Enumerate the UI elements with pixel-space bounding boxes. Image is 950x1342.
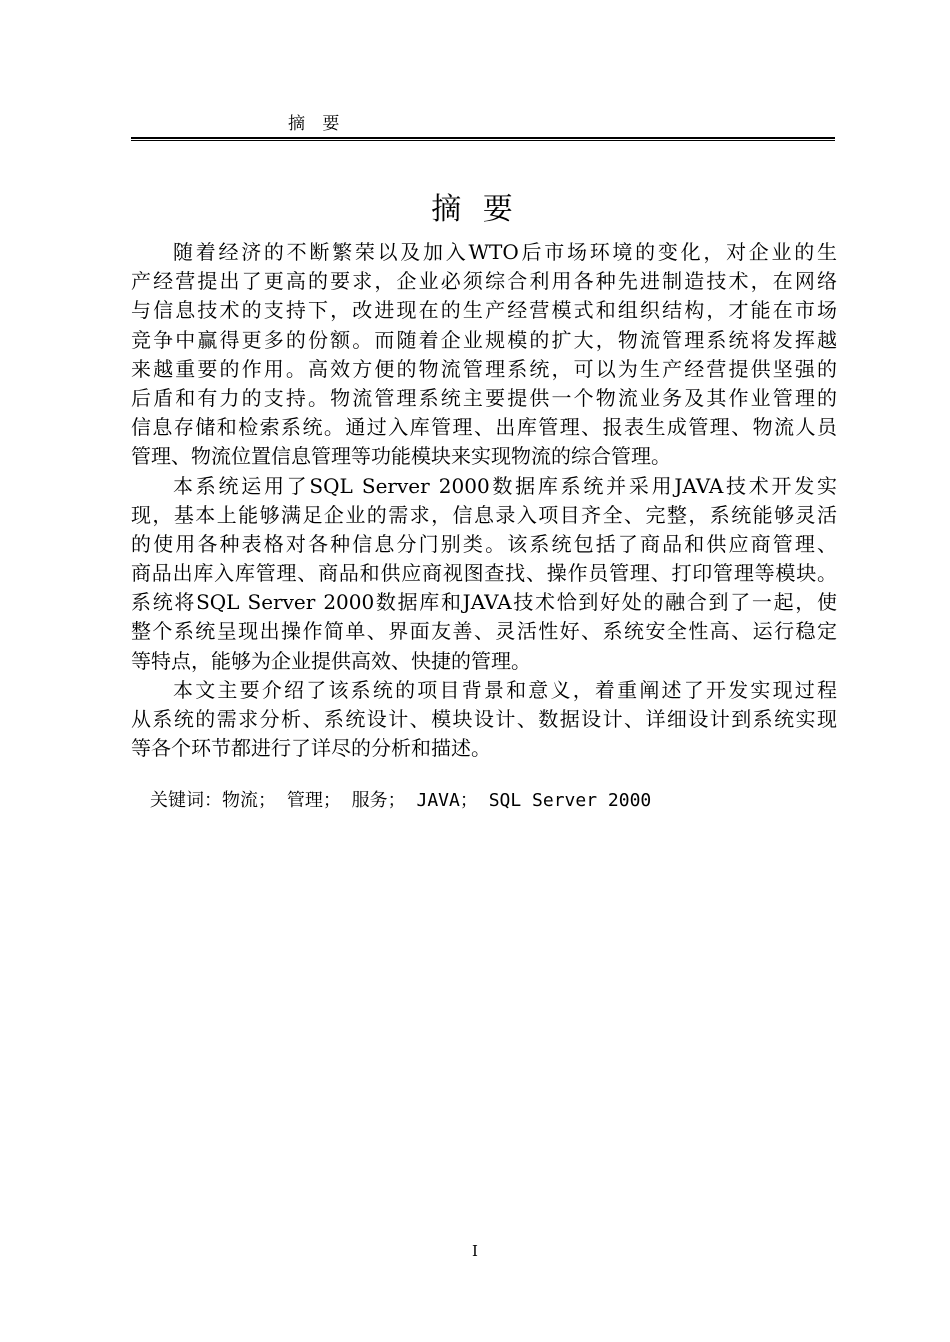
text-line: 信息存储和检索系统。通过入库管理、出库管理、报表生成管理、物流人员 xyxy=(131,415,837,440)
text-line: 等各个环节都进行了详尽的分析和描述。 xyxy=(131,736,491,761)
running-header: 摘 要 xyxy=(288,114,346,134)
text-line: 产经营提出了更高的要求，企业必须综合利用各种先进制造技术，在网络 xyxy=(131,269,837,294)
text-line: 的使用各种表格对各种信息分门别类。该系统包括了商品和供应商管理、 xyxy=(131,531,837,556)
text-line: 系统将SQL Server 2000数据库和JAVA技术恰到好处的融合到了一起，使 xyxy=(131,590,837,615)
abstract-body xyxy=(131,238,837,763)
keywords-line: 关键词：物流； 管理； 服务； JAVA； SQL Server 2000 xyxy=(150,790,652,811)
text-line: 本文主要介绍了该系统的项目背景和意义，着重阐述了开发实现过程 xyxy=(173,677,837,702)
text-line: 来越重要的作用。高效方便的物流管理系统，可以为生产经营提供坚强的 xyxy=(131,356,837,381)
page-title: 摘 要 xyxy=(431,192,519,227)
text-line: 现，基本上能够满足企业的需求，信息录入项目齐全、完整，系统能够灵活 xyxy=(131,502,837,527)
text-line: 随着经济的不断繁荣以及加入WTO后市场环境的变化，对企业的生 xyxy=(173,240,837,264)
text-line: 后盾和有力的支持。物流管理系统主要提供一个物流业务及其作业管理的 xyxy=(131,385,837,410)
page-number: I xyxy=(472,1242,478,1260)
abstract-paragraph-3 xyxy=(131,676,837,764)
abstract-paragraph-2 xyxy=(131,472,837,676)
header-rule xyxy=(131,137,835,141)
text-line: 整个系统呈现出操作简单、界面友善、灵活性好、系统安全性高、运行稳定 xyxy=(131,619,837,644)
text-line: 管理、物流位置信息管理等功能模块来实现物流的综合管理。 xyxy=(131,444,671,469)
abstract-paragraph-1 xyxy=(131,238,837,472)
text-line: 与信息技术的支持下，改进现在的生产经营模式和组织结构，才能在市场 xyxy=(131,298,837,323)
text-line: 竞争中赢得更多的份额。而随着企业规模的扩大，物流管理系统将发挥越 xyxy=(131,327,837,352)
text-line: 等特点，能够为企业提供高效、快捷的管理。 xyxy=(131,648,531,673)
text-line: 商品出库入库管理、商品和供应商视图查找、操作员管理、打印管理等模块。 xyxy=(131,561,837,586)
text-line: 从系统的需求分析、系统设计、模块设计、数据设计、详细设计到系统实现 xyxy=(131,707,837,731)
text-line: 本系统运用了SQL Server 2000数据库系统并采用JAVA技术开发实 xyxy=(173,473,837,498)
